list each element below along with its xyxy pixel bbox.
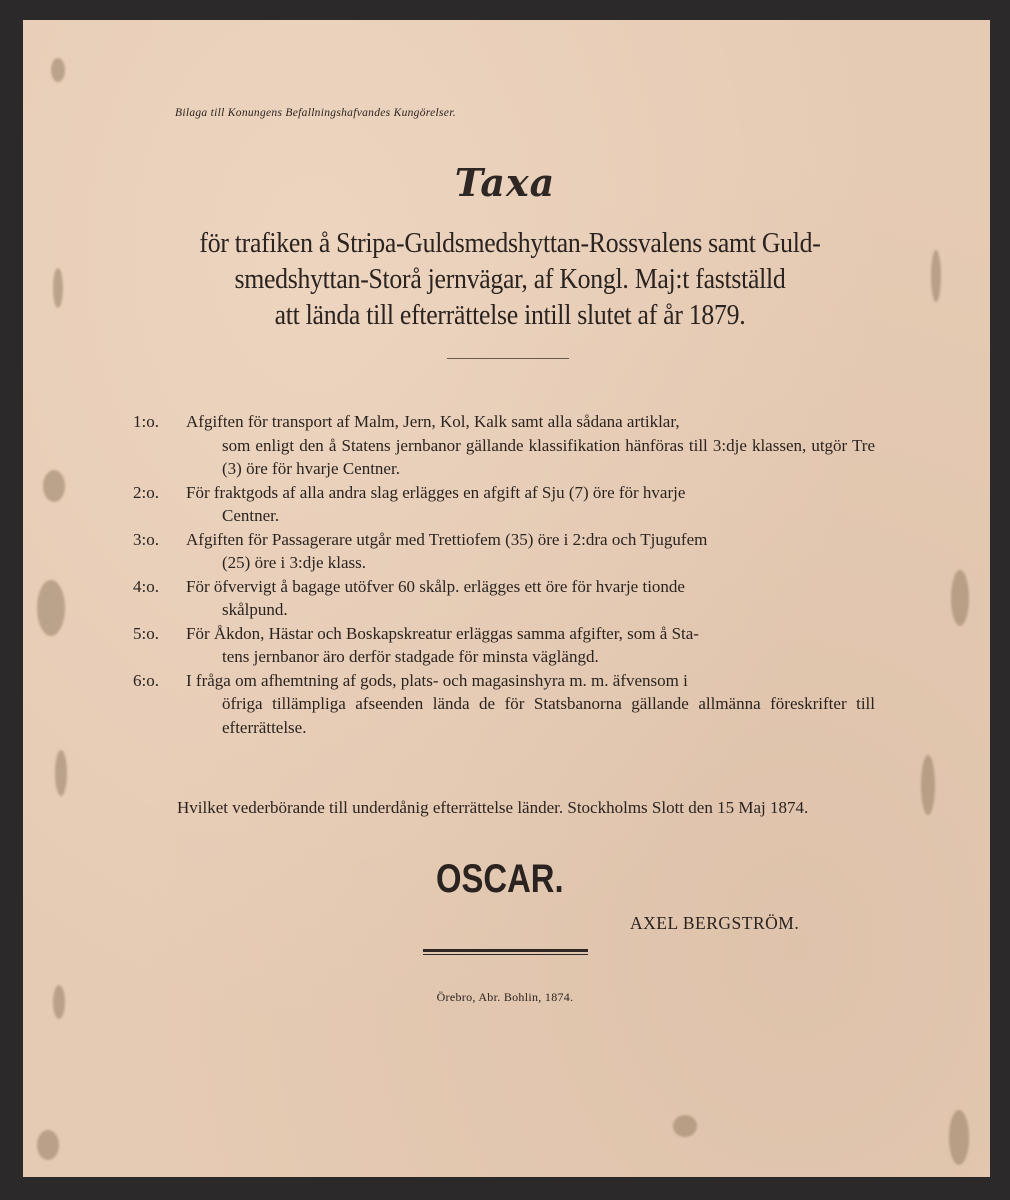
stain-mark — [43, 470, 65, 502]
item-text: För fraktgods af alla andra slag erlägges en afgift af Sju (7) öre för hvarje — [186, 482, 686, 502]
item-text: Afgiften för transport af Malm, Jern, Kol, Kalk samt alla sådana artiklar, — [186, 412, 680, 431]
closing-statement: Hvilket vederbörande till underdånig efterrättelse länder. Stockholms Slott den 15 Maj 1874. — [177, 798, 809, 817]
item-text: För öfvervigt å bagage utöfver 60 skålp. erlägges ett öre för hvarje tionde — [186, 576, 685, 596]
tariff-item — [133, 410, 875, 481]
stain-mark — [921, 755, 935, 815]
signature-minister: AXEL BERGSTRÖM. — [630, 913, 800, 933]
section-divider — [447, 358, 569, 359]
stain-mark — [51, 58, 65, 82]
tariff-item — [133, 669, 875, 740]
item-text-continued: skålpund. — [222, 600, 288, 619]
item-number: 6:o. — [133, 670, 159, 690]
item-number: 3:o. — [133, 529, 159, 549]
tariff-items — [133, 410, 875, 739]
item-text-continued: (25) öre i 3:dje klass. — [222, 553, 366, 572]
item-number: 5:o. — [133, 623, 159, 643]
stain-mark — [673, 1115, 697, 1137]
item-text-continued: tens jernbanor äro derför stadgade för minsta väglängd. — [222, 647, 599, 666]
stain-mark — [951, 570, 969, 626]
stain-mark — [949, 1110, 969, 1165]
stain-mark — [931, 250, 941, 302]
header-note: Bilaga till Konungens Befallningshafvandes Kungörelser. — [175, 107, 456, 119]
item-text-continued: öfriga tillämpliga afseenden lända de för Statsbanorna gällande allmänna föreskrifter till efterrättelse. — [222, 694, 875, 737]
stain-mark — [37, 580, 65, 636]
signature-king: OSCAR. — [436, 857, 564, 901]
document-title: Taxa — [454, 160, 556, 205]
item-text: För Åkdon, Hästar och Boskapskreatur erläggas samma afgifter, som å Sta- — [186, 623, 699, 643]
subtitle-line: för trafiken å Stripa-Guldsmedshyttan-Rossvalens samt Guld- — [199, 228, 821, 259]
subtitle-line: smedshyttan-Storå jernvägar, af Kongl. Maj:t fastställd — [234, 264, 786, 295]
item-text-continued: som enligt den å Statens jernbanor gällande klassifikation hänföras till 3:dje klassen, utgör Tre (3) öre för hvarje Centner. — [222, 435, 875, 478]
tariff-item — [133, 481, 875, 528]
double-divider — [423, 949, 588, 955]
item-number: 4:o. — [133, 576, 159, 596]
tariff-item — [133, 528, 875, 575]
stain-mark — [55, 750, 67, 796]
item-text: Afgiften för Passagerare utgår med Trettiofem (35) öre i 2:dra och Tjugufem — [186, 529, 708, 549]
printer-imprint: Örebro, Abr. Bohlin, 1874. — [436, 990, 574, 1004]
item-text: I fråga om afhemtning af gods, plats- och magasinshyra m. m. äfvensom i — [186, 670, 688, 690]
item-number: 1:o. — [133, 412, 159, 431]
stain-mark — [37, 1130, 59, 1160]
subtitle-line: att lända till efterrättelse intill slutet af år 1879. — [274, 300, 746, 331]
stain-mark — [53, 268, 63, 308]
item-text-continued: Centner. — [222, 506, 280, 525]
tariff-item — [133, 622, 875, 669]
item-number: 2:o. — [133, 482, 159, 502]
tariff-item — [133, 575, 875, 622]
document-subtitle — [160, 226, 859, 334]
